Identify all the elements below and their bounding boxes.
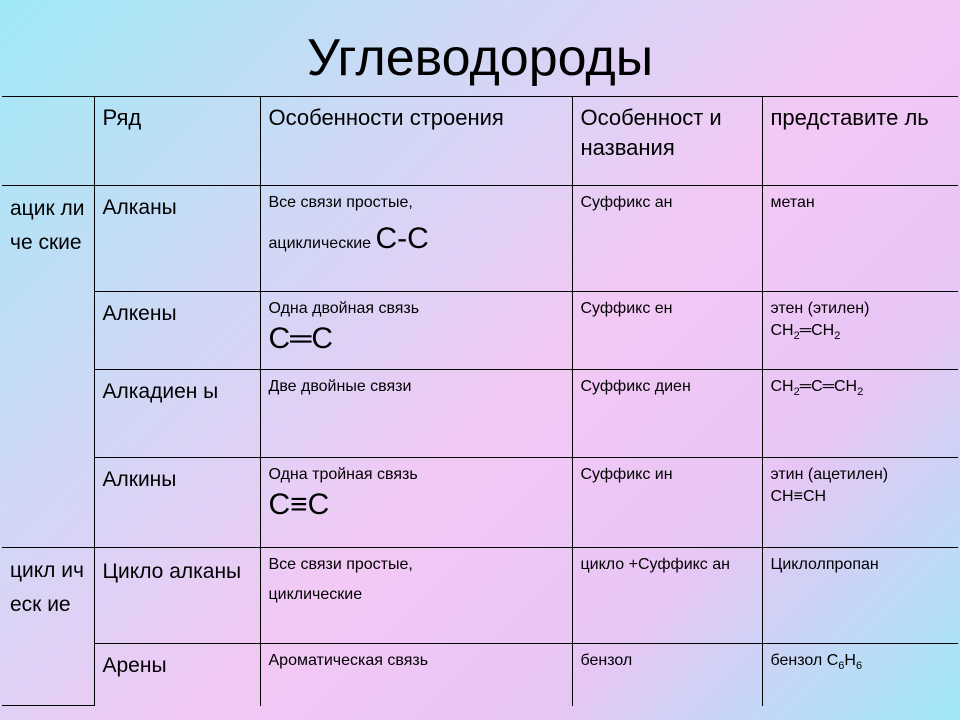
formula-sub: 2 <box>793 386 800 399</box>
formula-part: CH <box>770 322 794 339</box>
row-name: Алкены <box>94 292 260 370</box>
row-suffix: Суффикс диен <box>572 370 762 458</box>
formula-part: ═C═CH <box>799 378 858 395</box>
structure-text: Одна двойная связь <box>268 300 420 317</box>
structure-text-2: циклические <box>268 586 363 603</box>
header-cell-naming: Особенност и названия <box>572 97 762 186</box>
structure-text-2: ациклические <box>268 235 372 252</box>
formula-sub: 2 <box>834 330 841 343</box>
formula-part: ═CH <box>799 322 835 339</box>
header-cell-structure: Особенности строения <box>260 97 572 186</box>
example-name: этин (ацетилен) <box>770 466 889 483</box>
header-cell-series: Ряд <box>94 97 260 186</box>
header-cell-empty <box>2 97 94 186</box>
table-header-row <box>2 97 958 186</box>
row-name: Алканы <box>94 186 260 292</box>
bond-formula: C═C <box>268 322 334 355</box>
row-structure <box>260 548 572 644</box>
example-name: бензол C <box>770 652 839 669</box>
page-title: Углеводороды <box>306 29 654 87</box>
formula-sub: 6 <box>855 660 863 673</box>
row-example: Циклолпропан <box>762 548 958 644</box>
row-suffix: цикло +Суффикс ан <box>572 548 762 644</box>
structure-text: Все связи простые, <box>268 556 413 573</box>
row-suffix: бензол <box>572 644 762 706</box>
row-suffix: Суффикс ен <box>572 292 762 370</box>
table-row <box>2 292 958 370</box>
example-formula <box>771 320 951 347</box>
row-suffix: Суффикс ан <box>572 186 762 292</box>
row-example <box>762 370 958 458</box>
row-name: Цикло алканы <box>94 548 260 644</box>
table-row <box>2 548 958 644</box>
row-structure: Две двойные связи <box>260 370 572 458</box>
row-name: Арены <box>94 644 260 706</box>
row-example: метан <box>762 186 958 292</box>
header-cell-representative: представите ль <box>762 97 958 186</box>
bond-formula: C≡C <box>268 488 330 521</box>
formula-part: CH <box>770 378 794 395</box>
example-formula <box>771 376 951 403</box>
table-row <box>2 370 958 458</box>
table-row <box>2 186 958 292</box>
formula-sub: 6 <box>838 660 845 673</box>
example-name: этен (этилен) <box>770 300 870 317</box>
formula-sub: 2 <box>857 386 864 399</box>
row-structure <box>260 186 572 292</box>
bond-formula: C-C <box>375 222 429 255</box>
row-structure <box>260 458 572 548</box>
row-name: Алкадиен ы <box>94 370 260 458</box>
row-structure: Ароматическая связь <box>260 644 572 706</box>
row-suffix: Суффикс ин <box>572 458 762 548</box>
row-structure <box>260 292 572 370</box>
structure-text: Одна тройная связь <box>268 466 418 483</box>
structure-text: Все связи простые, <box>268 194 413 211</box>
row-name: Алкины <box>94 458 260 548</box>
example-formula: CH≡CH <box>770 488 827 505</box>
row-example <box>762 458 958 548</box>
row-example <box>762 644 958 706</box>
group-cell-cyclic: цикл ическ ие <box>2 548 94 706</box>
formula-part: H <box>844 652 856 669</box>
hydrocarbons-table <box>2 96 958 706</box>
table-row <box>2 458 958 548</box>
group-cell-acyclic: ацик личе ские <box>2 186 94 548</box>
formula-sub: 2 <box>793 330 800 343</box>
row-example <box>762 292 958 370</box>
table-row <box>2 644 958 706</box>
